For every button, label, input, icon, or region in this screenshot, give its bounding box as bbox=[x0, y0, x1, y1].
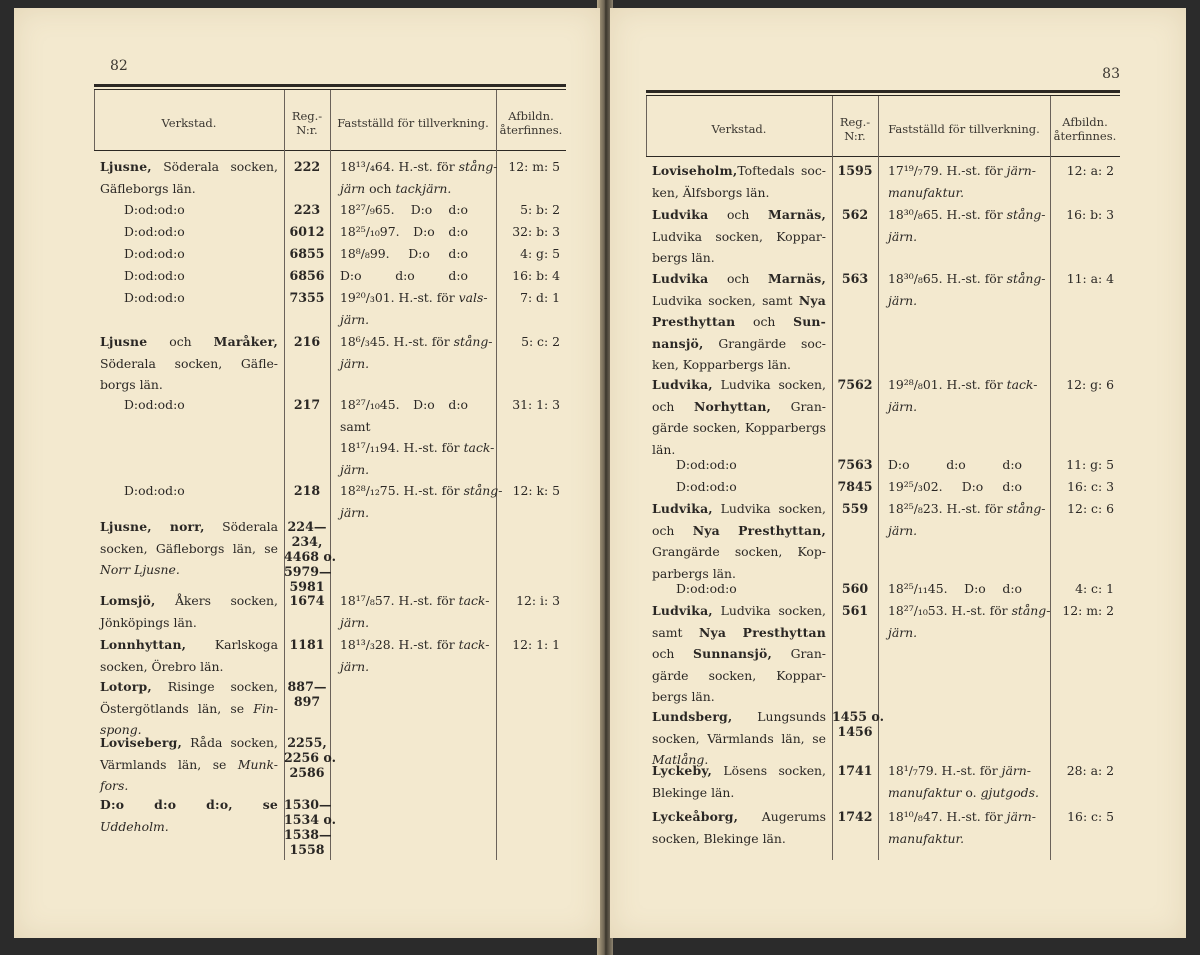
verkstad-cell: Ljusne och Maråker, Söderala socken, Gäfle- borgs län. bbox=[100, 334, 278, 393]
verkstad-cell: D:od:od:o bbox=[124, 202, 185, 217]
right-page bbox=[610, 8, 1186, 938]
faststalld-cell: 18¹⁰/₈47. H.-st. för järn- manufaktur. bbox=[888, 809, 1036, 846]
page-number: 82 bbox=[110, 58, 128, 74]
header-faststalld bbox=[878, 102, 1050, 156]
reg-nr-cell: 562 bbox=[841, 207, 869, 222]
faststalld-cell: 19²⁸/₈01. H.-st. för tack- järn. bbox=[888, 377, 1038, 414]
faststalld-cell: 18²⁷/₉65. D:o d:o bbox=[340, 202, 468, 217]
verkstad-cell: Lyckeby, Lösens socken, Blekinge län. bbox=[652, 763, 826, 800]
reg-nr-cell: 224— 234, 4468 o. 5979— 5981 bbox=[284, 519, 336, 594]
afbildn-cell: 4: g: 5 bbox=[520, 246, 560, 261]
verkstad-cell: Ludvika, Ludvika socken, och Nya Presthyttan, Grangärde socken, Kop- parbergs län. bbox=[652, 501, 826, 581]
header-text: Afbildn. bbox=[508, 109, 554, 123]
page-number: 83 bbox=[1102, 66, 1120, 82]
verkstad-cell: Loviseholm,Toftedals soc- ken, Älfsborgs län. bbox=[652, 163, 826, 200]
afbildn-cell: 11: a: 4 bbox=[1066, 271, 1114, 286]
faststalld-cell: 19²⁰/₃01. H.-st. för vals- järn. bbox=[340, 290, 488, 327]
header-text: Reg.- bbox=[839, 115, 871, 129]
header-verkstad bbox=[94, 96, 284, 150]
reg-nr-cell: 218 bbox=[293, 483, 321, 498]
reg-nr-cell: 887— 897 bbox=[287, 679, 327, 709]
afbildn-cell: 28: a: 2 bbox=[1066, 763, 1114, 778]
register-table bbox=[646, 90, 1120, 860]
verkstad-cell: D:od:od:o bbox=[124, 483, 185, 498]
left-page bbox=[14, 8, 600, 938]
afbildn-cell: 16: c: 5 bbox=[1067, 809, 1114, 824]
faststalld-cell: D:o d:o d:o bbox=[888, 457, 1022, 472]
header-text: Afbildn. bbox=[1062, 115, 1108, 129]
header-text: Fastställd för tillverkning. bbox=[337, 116, 489, 130]
faststalld-cell: 18⁸/₈99. D:o d:o bbox=[340, 246, 468, 261]
reg-nr-cell: 2255, 2256 o. 2586 bbox=[284, 735, 336, 780]
afbildn-cell: 16: b: 4 bbox=[512, 268, 560, 283]
faststalld-cell: 18³⁰/₈65. H.-st. för stång- järn. bbox=[888, 271, 1046, 308]
afbildn-cell: 31: 1: 3 bbox=[512, 397, 560, 412]
afbildn-cell: 12: i: 3 bbox=[516, 593, 560, 608]
header-verkstad bbox=[646, 102, 832, 156]
verkstad-cell: Lonnhyttan, Karlskoga socken, Örebro län. bbox=[100, 637, 278, 674]
faststalld-cell: 18²⁷/₁₀45. D:o d:o samt 18¹⁷/₁₁94. H.-st. för tack- järn. bbox=[340, 397, 495, 477]
reg-nr-cell: 6856 bbox=[289, 268, 325, 283]
reg-nr-cell: 1455 o. 1456 bbox=[832, 709, 884, 739]
header-afbildn bbox=[496, 96, 566, 150]
column-divider bbox=[878, 96, 879, 860]
faststalld-cell: D:o d:o d:o bbox=[340, 268, 468, 283]
faststalld-cell: 18²⁵/₈23. H.-st. för stång- järn. bbox=[888, 501, 1046, 538]
verkstad-cell: D:od:od:o bbox=[124, 224, 185, 239]
afbildn-cell: 12: g: 6 bbox=[1066, 377, 1114, 392]
reg-nr-cell: 223 bbox=[293, 202, 321, 217]
top-rule bbox=[646, 90, 1120, 93]
afbildn-cell: 4: c: 1 bbox=[1075, 581, 1114, 596]
reg-nr-cell: 1530— 1534 o. 1538— 1558 bbox=[284, 797, 336, 857]
afbildn-cell: 12: c: 6 bbox=[1067, 501, 1114, 516]
verkstad-cell: D:od:od:o bbox=[124, 246, 185, 261]
afbildn-cell: 12: a: 2 bbox=[1066, 163, 1114, 178]
verkstad-cell: Loviseberg, Råda socken, Värmlands län, se Munk- fors. bbox=[100, 735, 278, 794]
reg-nr-cell: 7355 bbox=[289, 290, 325, 305]
faststalld-cell: 17¹⁹/₇79. H.-st. för järn- manufaktur. bbox=[888, 163, 1036, 200]
afbildn-cell: 16: b: 3 bbox=[1066, 207, 1114, 222]
faststalld-cell: 18¹/₇79. H.-st. för järn- manufaktur o. gjutgods. bbox=[888, 763, 1039, 800]
verkstad-cell: D:od:od:o bbox=[124, 397, 185, 412]
header-text: Verkstad. bbox=[161, 116, 217, 130]
verkstad-cell: Lundsberg, Lungsunds socken, Värmlands län, se Matlång. bbox=[652, 709, 826, 768]
reg-nr-cell: 559 bbox=[841, 501, 869, 516]
verkstad-cell: Ludvika och Marnäs, Ludvika socken, Koppar- bergs län. bbox=[652, 207, 826, 266]
reg-nr-cell: 1181 bbox=[289, 637, 325, 652]
afbildn-cell: 16: c: 3 bbox=[1067, 479, 1114, 494]
verkstad-cell: Lotorp, Risinge socken, Östergötlands län, se Fin- spong. bbox=[100, 679, 278, 738]
faststalld-cell: 18¹³/₄64. H.-st. för stång- järn och tackjärn. bbox=[340, 159, 498, 196]
verkstad-cell: Ludvika, Ludvika socken, samt Nya Presthyttan och Sunnansjö, Gran- gärde socken, Koppar- bergs län. bbox=[652, 603, 826, 705]
reg-nr-cell: 1742 bbox=[837, 809, 873, 824]
verkstad-cell: D:o d:o d:o, se Uddeholm. bbox=[100, 797, 278, 834]
faststalld-cell: 18¹³/₃28. H.-st. för tack- järn. bbox=[340, 637, 490, 674]
reg-nr-cell: 561 bbox=[841, 603, 869, 618]
verkstad-cell: D:od:od:o bbox=[676, 581, 737, 596]
reg-nr-cell: 1674 bbox=[289, 593, 325, 608]
faststalld-cell: 18³⁰/₈65. H.-st. för stång- järn. bbox=[888, 207, 1046, 244]
afbildn-cell: 12: m: 5 bbox=[508, 159, 560, 174]
afbildn-cell: 12: m: 2 bbox=[1062, 603, 1114, 618]
reg-nr-cell: 1741 bbox=[837, 763, 873, 778]
afbildn-cell: 7: d: 1 bbox=[520, 290, 560, 305]
afbildn-cell: 5: b: 2 bbox=[520, 202, 560, 217]
faststalld-cell: 19²⁵/₃02. D:o d:o bbox=[888, 479, 1022, 494]
header-text: N:r. bbox=[296, 123, 318, 137]
column-divider bbox=[496, 90, 497, 860]
afbildn-cell: 12: 1: 1 bbox=[512, 637, 560, 652]
column-divider bbox=[1050, 96, 1051, 860]
verkstad-cell: Ljusne, norr, Söderala socken, Gäfleborgs län, se Norr Ljusne. bbox=[100, 519, 278, 578]
afbildn-cell: 32: b: 3 bbox=[512, 224, 560, 239]
verkstad-cell: D:od:od:o bbox=[124, 268, 185, 283]
verkstad-cell: Ljusne, Söderala socken, Gäfleborgs län. bbox=[100, 159, 278, 196]
reg-nr-cell: 222 bbox=[293, 159, 321, 174]
header-text: Fastställd för tillverkning. bbox=[888, 122, 1040, 136]
faststalld-cell: 18²⁸/₁₂75. H.-st. för stång- järn. bbox=[340, 483, 503, 520]
verkstad-cell: Lyckeåborg, Augerums socken, Blekinge län. bbox=[652, 809, 826, 846]
faststalld-cell: 18²⁵/₁₀97. D:o d:o bbox=[340, 224, 468, 239]
reg-nr-cell: 560 bbox=[841, 581, 869, 596]
column-divider bbox=[330, 90, 331, 860]
register-table bbox=[94, 84, 566, 860]
verkstad-cell: Ludvika och Marnäs, Ludvika socken, samt Nya Presthyttan och Sun- nansjö, Grangärde soc- ken, Kopparbergs län. bbox=[652, 271, 826, 373]
faststalld-cell: 18²⁵/₁₁45. D:o d:o bbox=[888, 581, 1022, 596]
header-text: N:r. bbox=[844, 129, 866, 143]
header-rule bbox=[646, 156, 1120, 157]
header-text: Reg.- bbox=[291, 109, 323, 123]
verkstad-cell: D:od:od:o bbox=[676, 457, 737, 472]
reg-nr-cell: 7845 bbox=[837, 479, 873, 494]
header-text: återfinnes. bbox=[499, 123, 563, 137]
verkstad-cell: Ludvika, Ludvika socken, och Norhyttan, Gran- gärde socken, Kopparbergs län. bbox=[652, 377, 826, 457]
afbildn-cell: 11: g: 5 bbox=[1066, 457, 1114, 472]
header-afbildn bbox=[1050, 102, 1120, 156]
header-reg-nr bbox=[832, 102, 878, 156]
reg-nr-cell: 216 bbox=[293, 334, 321, 349]
afbildn-cell: 12: k: 5 bbox=[512, 483, 560, 498]
faststalld-cell: 18²⁷/₁₀53. H.-st. för stång- järn. bbox=[888, 603, 1051, 640]
afbildn-cell: 5: c: 2 bbox=[521, 334, 560, 349]
header-text: återfinnes. bbox=[1053, 129, 1117, 143]
header-faststalld bbox=[330, 96, 496, 150]
reg-nr-cell: 7562 bbox=[837, 377, 873, 392]
top-rule bbox=[94, 84, 566, 87]
verkstad-cell: D:od:od:o bbox=[676, 479, 737, 494]
faststalld-cell: 18⁶/₃45. H.-st. för stång- järn. bbox=[340, 334, 493, 371]
reg-nr-cell: 217 bbox=[293, 397, 321, 412]
verkstad-cell: Lomsjö, Åkers socken, Jönköpings län. bbox=[100, 593, 278, 630]
reg-nr-cell: 6012 bbox=[289, 224, 325, 239]
verkstad-cell: D:od:od:o bbox=[124, 290, 185, 305]
reg-nr-cell: 7563 bbox=[837, 457, 873, 472]
header-reg-nr bbox=[284, 96, 330, 150]
faststalld-cell: 18¹⁷/₈57. H.-st. för tack- järn. bbox=[340, 593, 490, 630]
reg-nr-cell: 563 bbox=[841, 271, 869, 286]
header-text: Verkstad. bbox=[711, 122, 767, 136]
reg-nr-cell: 1595 bbox=[837, 163, 873, 178]
reg-nr-cell: 6855 bbox=[289, 246, 325, 261]
